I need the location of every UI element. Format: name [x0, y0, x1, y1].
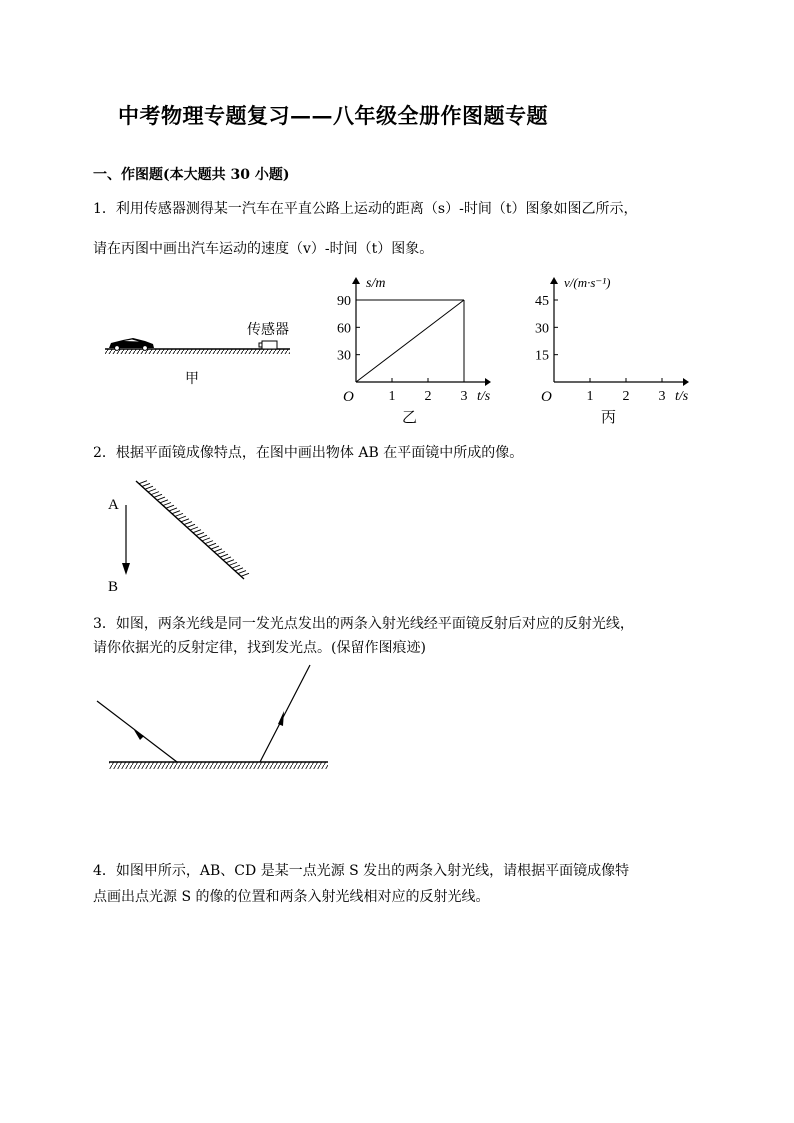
- chart-bing-ytick-label: 15: [535, 348, 549, 364]
- chart-yi-origin: O: [343, 389, 354, 405]
- q2-text: 2．根据平面镜成像特点，在图中画出物体 AB 在平面镜中所成的像。: [93, 445, 524, 461]
- chart-yi: [335, 270, 505, 430]
- chart-bing-ylabel: v/(m·s⁻¹): [564, 275, 611, 290]
- fig-jia: [95, 315, 295, 395]
- sensor-icon: [259, 341, 277, 349]
- plane-mirror: [136, 481, 249, 579]
- reflected-ray-left: [97, 701, 177, 762]
- fig-q3: [92, 660, 337, 780]
- q3-text-line2: 请你依据光的反射定律，找到发光点。(保留作图痕迹): [93, 640, 426, 656]
- section-heading: 一、作图题(本大题共 30 小题): [93, 167, 290, 183]
- chart-yi-series-line: [356, 300, 464, 382]
- q1-text-line1: 1．利用传感器测得某一汽车在平直公路上运动的距离（s）-时间（t）图象如图乙所示，: [93, 201, 638, 217]
- chart-bing-xtick-label: 1: [586, 389, 594, 404]
- chart-bing-origin: O: [541, 389, 552, 405]
- chart-yi-xlabel: t/s: [477, 389, 491, 404]
- mirror-surface: [109, 762, 328, 769]
- chart-bing-ytick-label: 30: [535, 321, 549, 337]
- q1-text-line2: 请在丙图中画出汽车运动的速度（v）-时间（t）图象。: [93, 241, 434, 257]
- chart-yi-ytick-label: 60: [337, 321, 351, 337]
- chart-bing: [533, 270, 703, 430]
- chart-yi-caption: 乙: [402, 408, 418, 426]
- chart-yi-xtick-label: 2: [424, 389, 432, 404]
- chart-bing-xtick-label: 2: [622, 389, 630, 404]
- q4-text-line1: 4．如图甲所示，AB、CD 是某一点光源 S 发出的两条入射光线，请根据平面镜成像特: [93, 863, 630, 879]
- q3-text-line1: 3．如图，两条光线是同一发光点发出的两条入射光线经平面镜反射后对应的反射光线，: [93, 616, 634, 632]
- label-b: B: [108, 579, 119, 595]
- fig-jia-caption: 甲: [185, 371, 199, 387]
- chart-bing-caption: 丙: [601, 408, 617, 426]
- chart-bing-xtick-label: 3: [658, 389, 666, 404]
- chart-yi-ylabel: s/m: [366, 276, 386, 291]
- object-ab-arrow: [122, 505, 130, 575]
- reflected-ray-right: [260, 665, 310, 762]
- chart-yi-xtick-label: 3: [460, 389, 468, 404]
- fig-q2: [100, 475, 270, 600]
- sensor-label: 传感器: [247, 322, 289, 338]
- chart-bing-axes: [550, 277, 689, 386]
- q4-text-line2: 点画出点光源 S 的像的位置和两条入射光线相对应的反射光线。: [93, 889, 490, 905]
- chart-bing-xlabel: t/s: [675, 389, 689, 404]
- chart-yi-xtick-label: 1: [388, 389, 396, 404]
- road: [105, 349, 290, 354]
- chart-yi-ytick-label: 30: [337, 348, 351, 364]
- chart-yi-ytick-label: 90: [337, 294, 351, 309]
- page-title: 中考物理专题复习——八年级全册作图题专题: [118, 103, 548, 128]
- label-a: A: [108, 497, 119, 513]
- chart-bing-ytick-label: 45: [535, 294, 549, 309]
